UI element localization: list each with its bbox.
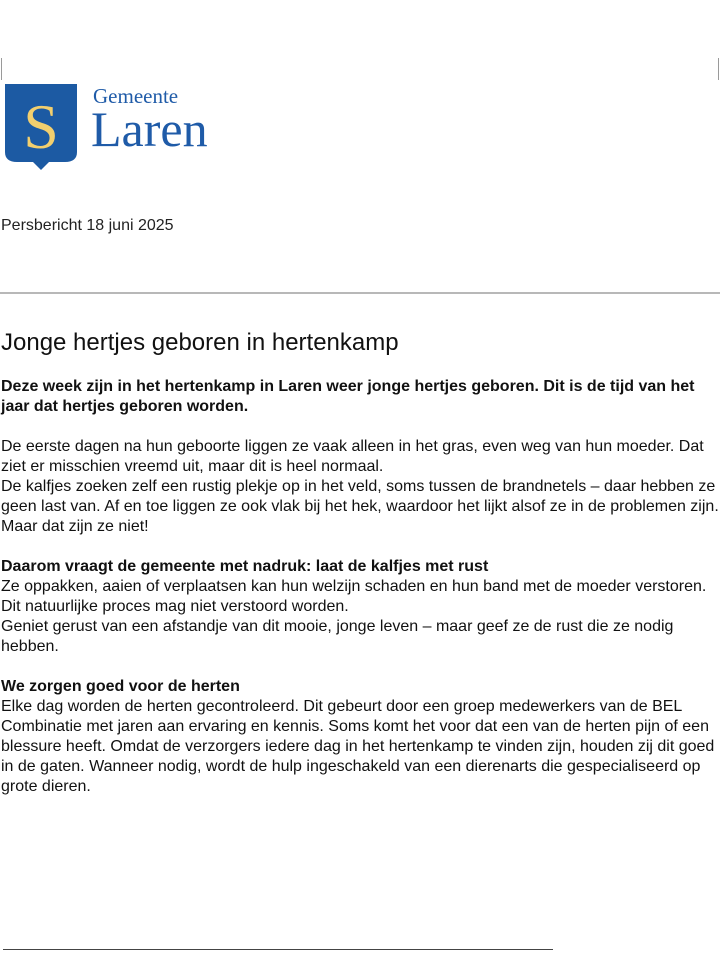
- section-heading-care: We zorgen goed voor de herten: [1, 678, 240, 695]
- footer-separator: [3, 949, 553, 950]
- section-care-paragraph: Elke dag worden de herten gecontroleerd. Dit gebeurt door een groep medewerkers van de BEL Combinatie met jaren aan ervaring en kennis. Soms komt het voor dat een van de herten pijn of een blessure heeft. Omdat de verzorgers iedere dag in het hertenkamp te vinden zijn, houden zij dit goed in de gaten. Wanneer nodig, wordt de hulp ingeschakeld van een dierenarts die gespecialiseerd op grote dieren.: [1, 698, 715, 795]
- shield-icon: [3, 82, 79, 172]
- article-body: [1, 326, 720, 797]
- section-rest-paragraph-1: Ze oppakken, aaien of verplaatsen kan hun welzijn schaden en hun band met de moeder verstoren. Dit natuurlijke proces mag niet verstoord worden.: [1, 578, 707, 615]
- logo-text-gemeente: Gemeente: [93, 84, 179, 108]
- article-title: Jonge hertjes geboren in hertenkamp: [1, 329, 399, 356]
- article-paragraph-2: De kalfjes zoeken zelf een rustig plekje op in het veld, soms tussen de brandnetels – daar hebben ze geen last van. Af en toe liggen ze ook vlak bij het hek, waardoor het lijkt alsof ze in de problemen zijn. Maar dat zijn ze niet!: [1, 478, 719, 535]
- section-rest-paragraph-2: Geniet gerust van een afstandje van dit mooie, jonge leven – maar geef ze de rust die ze nodig hebben.: [1, 618, 674, 655]
- article-lead: Deze week zijn in het hertenkamp in Laren weer jonge hertjes geboren. Dit is de tijd van het jaar dat hertjes geboren worden.: [1, 378, 695, 415]
- article-paragraph-1: De eerste dagen na hun geboorte liggen ze vaak alleen in het gras, even weg van hun moeder. Dat ziet er misschien vreemd uit, maar dit is heel normaal.: [1, 438, 704, 475]
- left-margin-mark: [1, 58, 2, 80]
- right-margin-mark: [718, 58, 719, 80]
- header-divider: [0, 292, 720, 294]
- section-heading-rest: Daarom vraagt de gemeente met nadruk: laat de kalfjes met rust: [1, 558, 489, 575]
- municipality-logo: [3, 82, 243, 174]
- press-release-date: Persbericht 18 juni 2025: [1, 217, 174, 234]
- shield-letter: S: [23, 91, 59, 162]
- logo-text-laren: Laren: [91, 101, 208, 157]
